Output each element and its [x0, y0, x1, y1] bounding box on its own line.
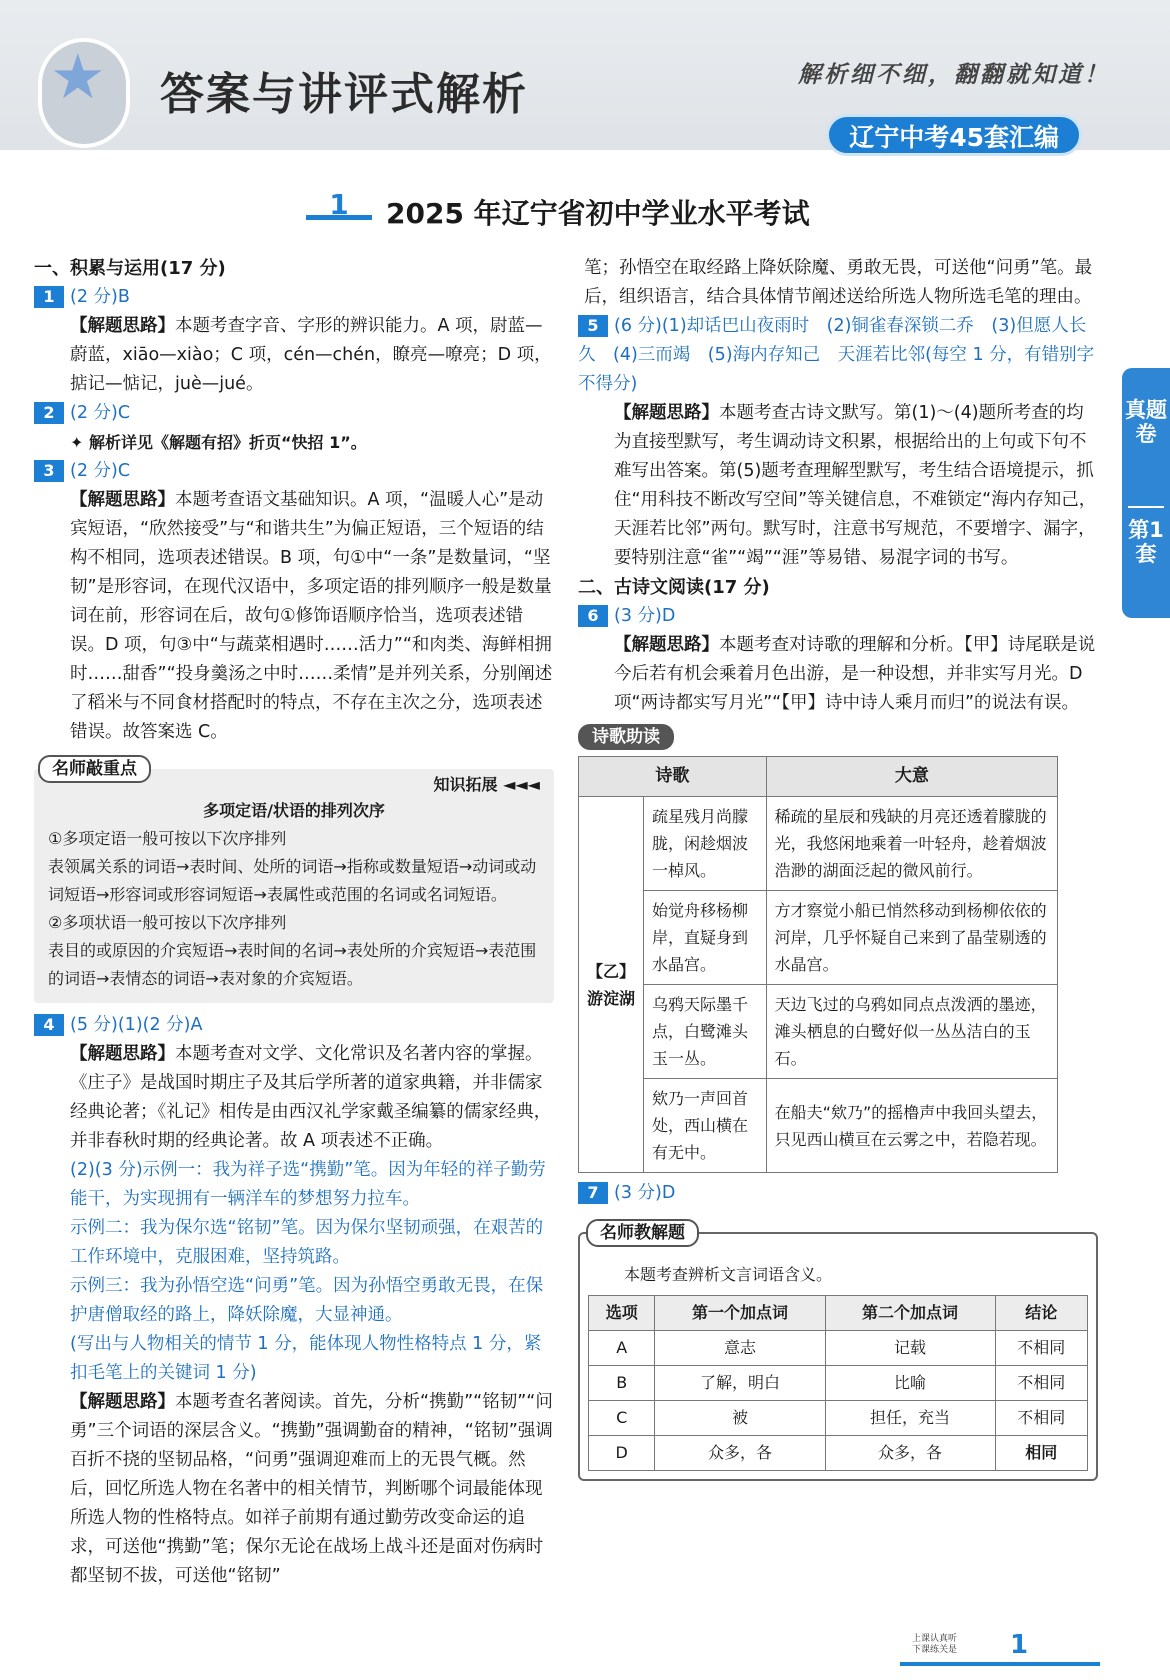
table-row — [589, 1436, 1088, 1471]
set-number: 1 — [306, 190, 372, 220]
table-row — [579, 797, 1058, 891]
side-tab-top: 真题卷 — [1125, 398, 1167, 446]
page-number: 1 — [1010, 1630, 1029, 1660]
cell: A — [589, 1331, 655, 1366]
analysis — [34, 1040, 554, 1156]
analysis-tag: 【解题思路】 — [70, 1392, 175, 1412]
poem-title: 【乙】游淀湖 — [579, 797, 644, 1173]
footer-line: 上课认真听 — [912, 1634, 958, 1644]
box-label: 名师教解题 — [586, 1219, 699, 1247]
cell: 不相同 — [995, 1401, 1087, 1436]
question-6 — [578, 602, 1098, 631]
question-4 — [34, 1011, 554, 1040]
table-row — [589, 1366, 1088, 1401]
box-line: ①多项定语一般可按以下次序排列 — [48, 829, 287, 848]
question-number: 6 — [578, 605, 608, 627]
table-header-row — [589, 1296, 1088, 1331]
verse: 始觉舟移杨柳岸，直疑身到水晶宫。 — [644, 891, 767, 985]
cell: 担任，充当 — [825, 1401, 995, 1436]
reference-note — [34, 428, 554, 457]
section-heading: 二、古诗文阅读(17 分) — [578, 577, 770, 598]
column-header: 选项 — [589, 1296, 655, 1331]
cell: 不相同 — [995, 1366, 1087, 1401]
analysis-tag: 【解题思路】 — [70, 1044, 175, 1064]
cell: 意志 — [655, 1331, 825, 1366]
box-label: 名师敲重点 — [38, 755, 151, 783]
analysis-text: 本题考查对文学、文化常识及名著内容的掌握。《庄子》是战国时期庄子及其后学所著的道家典籍，并非儒家经典论著；《礼记》相传是由西汉礼学家戴圣编纂的儒家经典，并非春秋时期的经典论著。故 A 项表述不正确。 — [70, 1044, 552, 1151]
footer-line: 下课练关是 — [912, 1645, 958, 1655]
header-slogan: 解析细不细，翻翻就知道！ — [798, 62, 1110, 88]
answer: (3 分)D — [614, 1183, 676, 1203]
option-table — [588, 1295, 1088, 1471]
question-number: 1 — [34, 286, 64, 308]
verse: 疏星残月尚朦胧，闲趁烟波一棹风。 — [644, 797, 767, 891]
column-header: 大意 — [766, 757, 1057, 797]
column-header: 结论 — [995, 1296, 1087, 1331]
answer: (3 分)D — [614, 606, 676, 626]
box-intro: 本题考查辨析文言词语含义。 — [624, 1265, 833, 1284]
teacher-solution-box — [578, 1223, 1098, 1481]
star-icon: ✦ — [70, 433, 89, 452]
question-1 — [34, 283, 554, 312]
analysis-text: 本题考查语文基础知识。A 项，“温暖人心”是动宾短语，“欣然接受”与“和谐共生”为偏正短语，三个短语的结构不相同，选项表述错误。B 项，句①中“一条”是数量词，“坚韧”是形容词，在现代汉语中，多项定语的排列顺序一般是数量词在前，形容词在后，故句①修饰语顺序恰当，选项表述错误。D 项，句③中“与蔬菜相遇时……活力”“和肉类、海鲜相拥时……甜香”“投身羹汤之中时……柔情”是并列关系，分别阐述了稻米与不同食材搭配时的特点，不存在主次之分，选项表述错误。故答案选 C。 — [70, 490, 553, 742]
box-line: ②多项状语一般可按以下次序排列 — [48, 913, 287, 932]
meaning: 在船夫“欸乃”的摇橹声中我回头望去，只见西山横亘在云雾之中，若隐若现。 — [766, 1079, 1057, 1173]
analysis-tag: 【解题思路】 — [70, 316, 175, 336]
cell: 记载 — [825, 1331, 995, 1366]
cell: 相同 — [995, 1436, 1087, 1471]
cell: 不相同 — [995, 1331, 1087, 1366]
poem-table — [578, 756, 1058, 1173]
right-column — [578, 254, 1098, 1481]
analysis — [578, 399, 1098, 573]
side-tab[interactable] — [1122, 368, 1170, 618]
scoring-note: (写出与人物相关的情节 1 分，能体现人物性格特点 1 分，紧扣毛笔上的关键词 1 分) — [70, 1334, 542, 1383]
answer: (2 分)B — [70, 287, 130, 307]
side-tab-bottom: 第1套 — [1128, 518, 1164, 566]
analysis — [34, 486, 554, 747]
cell: 众多，各 — [825, 1436, 995, 1471]
box-line: 表目的或原因的介宾短语→表时间的名词→表处所的介宾短语→表范围的词语→表情态的词语→表对象的介宾短语。 — [48, 941, 537, 988]
continued-text: 笔；孙悟空在取经路上降妖除魔、勇敢无畏，可送他“问勇”笔。最后，组织语言，结合具体情节阐述送给所选人物所选毛笔的理由。 — [584, 258, 1093, 307]
table-header-row — [579, 757, 1058, 797]
analysis-tag: 【解题思路】 — [70, 490, 175, 510]
box-line: 表领属关系的词语→表时间、处所的词语→指称或数量短语→动词或动词短语→形容词或形容词短语→表属性或范围的名词或名词短语。 — [48, 857, 537, 904]
box-heading: 多项定语/状语的排列次序 — [203, 801, 385, 820]
cell: C — [589, 1401, 655, 1436]
answer: (2 分)C — [70, 403, 131, 423]
cell: D — [589, 1436, 655, 1471]
question-number: 3 — [34, 460, 64, 482]
header-title: 答案与讲评式解析 — [160, 69, 528, 120]
example-answer: 示例三：我为孙悟空选“问勇”笔。因为孙悟空勇敢无畏，在保护唐僧取经的路上，降妖除魔，大显神通。 — [70, 1276, 544, 1325]
table-row — [589, 1331, 1088, 1366]
table-row — [579, 985, 1058, 1079]
cell: 了解，明白 — [655, 1366, 825, 1401]
footer-bar — [900, 1662, 1100, 1666]
question-number: 4 — [34, 1014, 64, 1036]
meaning: 稀疏的星辰和残缺的月亮还透着朦胧的光，我悠闲地乘着一叶轻舟，趁着烟波浩渺的湖面泛起的微风前行。 — [766, 797, 1057, 891]
answer: (5 分)(1)(2 分)A — [70, 1015, 203, 1035]
question-5 — [578, 312, 1098, 399]
analysis — [34, 1388, 554, 1591]
analysis — [578, 631, 1098, 718]
answer: (2 分)C — [70, 461, 131, 481]
column-header: 第一个加点词 — [655, 1296, 825, 1331]
side-tab-divider — [1128, 506, 1164, 508]
cell: B — [589, 1366, 655, 1401]
star-mascot-icon: ★ — [50, 40, 106, 113]
column-header: 诗歌 — [579, 757, 767, 797]
meaning: 天边飞过的乌鸦如同点点泼洒的墨迹，滩头栖息的白鹭好似一丛丛洁白的玉石。 — [766, 985, 1057, 1079]
table-row — [579, 891, 1058, 985]
cell: 众多，各 — [655, 1436, 825, 1471]
key-points-box — [34, 759, 554, 1003]
table-row — [579, 1079, 1058, 1173]
analysis-text: 本题考查名著阅读。首先，分析“携勤”“铭韧”“问勇”三个词语的深层含义。“携勤”强调勤奋的精神，“铭韧”强调百折不挠的坚韧品格，“问勇”强调迎难而上的无畏气概。然后，回忆所选人物在名著中的相关情节，判断哪个词最能体现所选人物的性格特点。如祥子前期有通过勤劳改变命运的追求，可送他“携勤”笔；保尔无论在战场上战斗还是面对伤病时都坚韧不拔，可送他“铭韧” — [70, 1392, 553, 1586]
verse: 乌鸦天际墨千点，白鹭滩头玉一丛。 — [644, 985, 767, 1079]
table-row — [589, 1401, 1088, 1436]
series-badge: 辽宁中考45套汇编 — [826, 114, 1082, 156]
question-3 — [34, 457, 554, 486]
footer-motto — [912, 1634, 957, 1656]
example-answer: 示例二：我为保尔选“铭韧”笔。因为保尔坚韧顽强，在艰苦的工作环境中，克服困难，坚持筑路。 — [70, 1218, 544, 1267]
column-header: 第二个加点词 — [825, 1296, 995, 1331]
question-number: 5 — [578, 315, 608, 337]
analysis-text: 本题考查对诗歌的理解和分析。【甲】诗尾联是说今后若有机会乘着月色出游，是一种设想，并非实写月光。D 项“两诗都实写月光”“【甲】诗中诗人乘月而归”的说法有误。 — [614, 635, 1096, 713]
left-column — [34, 254, 554, 1591]
analysis-tag: 【解题思路】 — [614, 635, 719, 655]
question-number: 2 — [34, 402, 64, 424]
analysis-text: 本题考查古诗文默写。第(1)～(4)题所考查的均为直接型默写，考生调动诗文积累，根据给出的上句或下句不难写出答案。第(5)题考查理解型默写，考生结合语境提示，抓住“用科技不断改写空间”等关键信息，不难锁定“海内存知己，天涯若比邻”两句。默写时，注意书写规范，不要增字、漏字，要特别注意“雀”“竭”“涯”等易错、易混字词的书写。 — [614, 403, 1097, 568]
analysis — [34, 312, 554, 399]
cell: 比喻 — [825, 1366, 995, 1401]
answer: (6 分)(1)却话巴山夜雨时 (2)铜雀春深锁二乔 (3)但愿人长久 (4)三而竭 (5)海内存知己 天涯若比邻(每空 1 分，有错别字不得分) — [578, 316, 1095, 394]
question-2 — [34, 399, 554, 428]
analysis-tag: 【解题思路】 — [614, 403, 719, 423]
meaning: 方才察觉小船已悄然移动到杨柳依依的河岸，几乎怀疑自己来到了晶莹剔透的水晶宫。 — [766, 891, 1057, 985]
example-answer: (2)(3 分)示例一：我为祥子选“携勤”笔。因为年轻的祥子勤劳能干，为实现拥有一辆洋车的梦想努力拉车。 — [70, 1160, 546, 1209]
verse: 欸乃一声回首处，西山横在有无中。 — [644, 1079, 767, 1173]
analysis-text: 本题考查字音、字形的辨识能力。A 项，尉蓝—蔚蓝，xiāo—xiào；C 项，cén—chén，瞭亮—嘹亮；D 项，掂记—惦记，juè—jué。 — [70, 316, 552, 394]
question-number: 7 — [578, 1182, 608, 1204]
section-heading: 一、积累与运用(17 分) — [34, 258, 226, 279]
note-text: 解析详见《解题有招》折页“快招 1”。 — [88, 433, 367, 452]
cell: 被 — [655, 1401, 825, 1436]
box-extension: 知识拓展 ◄◄◄ — [433, 775, 540, 794]
poem-guide-label: 诗歌助读 — [578, 724, 674, 750]
question-7 — [578, 1179, 1098, 1208]
exam-title: 2025 年辽宁省初中学业水平考试 — [386, 197, 810, 230]
